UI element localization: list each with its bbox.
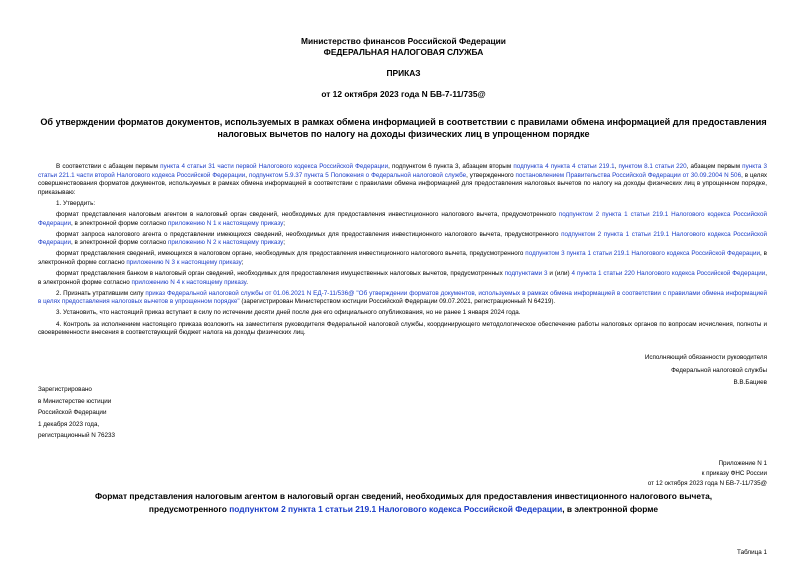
text-run: и (или) xyxy=(547,270,572,278)
appendix-number: Приложение N 1 xyxy=(718,460,767,467)
appendix-header xyxy=(507,459,767,490)
format-title xyxy=(40,490,767,516)
appendix-link[interactable]: приложению N 3 к настоящему приказу xyxy=(126,258,242,266)
appendix-link[interactable]: приложению N 2 к настоящему приказу xyxy=(167,239,284,247)
text-run: , в электронной форме согласно xyxy=(38,270,767,286)
text-run: ; xyxy=(283,239,286,247)
law-link[interactable]: пункта 3 статьи 221.1 части второй Налогового кодекса Российской Федерации xyxy=(38,163,767,179)
law-link[interactable]: постановлением Правительства Российской Федерации от 30.09.2004 N 506 xyxy=(515,171,742,179)
order-body xyxy=(38,163,767,340)
text-run: , подпунктом 6 пункта 3, абзацем вторым xyxy=(388,163,514,170)
paragraph-approve: 1. Утвердить: xyxy=(56,199,96,207)
text-run: , утвержденного xyxy=(466,171,516,179)
paragraph-format-3 xyxy=(38,250,767,267)
order-title-line: налоговых вычетов по налогу на доходы физических лиц в упрощенном порядке xyxy=(217,129,590,139)
text-run: предусмотренного xyxy=(148,504,230,514)
text-run: , в электронной форме согласно xyxy=(70,239,168,247)
text-run: , в электронной форме xyxy=(562,504,659,514)
format-title-line xyxy=(40,503,767,516)
law-link[interactable]: подпунктом 3 пункта 1 статьи 219.1 Налогового кодекса Российской Федерации xyxy=(525,250,761,258)
signature-title: Исполняющий обязанности руководителя xyxy=(644,354,767,361)
law-link[interactable]: подпунктами 3 xyxy=(504,270,548,278)
ministry-name: Министерство финансов Российской Федерации xyxy=(301,36,506,46)
paragraph-effective: 3. Установить, что настоящий приказ вступает в силу по истечении десяти дней после дня его официального опубликования, но не ранее 1 января 2024 года. xyxy=(56,309,521,317)
text-run: (зарегистрирован Министерством юстиции Российской Федерации 09.07.2021, регистрационный N 64219). xyxy=(239,298,556,306)
text-run: 2. Признать утратившим силу xyxy=(56,289,146,297)
text-run: формат запроса налогового агента о представлении имеющихся сведений, необходимых для предоставления инвестиционного налогового вычета, предусмотренного xyxy=(56,230,562,238)
text-run: , в электронной форме согласно xyxy=(70,219,168,227)
doc-date-number: от 12 октября 2023 года N БВ-7-11/735@ xyxy=(321,89,486,99)
registration-line: 1 декабря 2023 года, xyxy=(38,420,100,428)
law-link[interactable]: подпунктом 2 пункта 1 статьи 219.1 Налогового кодекса Российской Федерации xyxy=(38,230,767,247)
paragraph-format-2 xyxy=(38,231,767,248)
law-link[interactable]: подпунктом 2 пункта 1 статьи 219.1 Налогового кодекса Российской Федерации xyxy=(38,210,767,227)
appendix-link[interactable]: приложению N 4 к настоящему приказу xyxy=(131,278,247,286)
registration-line: Российской Федерации xyxy=(38,409,107,416)
format-title-line: Формат представления налоговым агентом в налоговый орган сведений, необходимых для предоставления инвестиционного налогового вычета, xyxy=(94,491,713,501)
registration-line: Зарегистрировано xyxy=(38,386,92,393)
registration-line: регистрационный N 76233 xyxy=(38,432,116,439)
signature-name: В.В.Бациев xyxy=(733,379,767,386)
text-run: . xyxy=(246,278,248,286)
paragraph-format-1 xyxy=(38,211,767,228)
law-link[interactable]: подпунктом 2 пункта 1 статьи 219.1 Налогового кодекса Российской Федерации xyxy=(229,504,563,514)
paragraph-preamble xyxy=(38,163,767,197)
paragraph-repeal xyxy=(38,290,767,307)
service-name: ФЕДЕРАЛЬНАЯ НАЛОГОВАЯ СЛУЖБА xyxy=(323,47,484,57)
appendix-link[interactable]: приложению N 1 к настоящему приказу xyxy=(167,219,284,227)
order-title xyxy=(40,116,767,140)
order-title-line: Об утверждении форматов документов, используемых в рамках обмена информацией в соответствии с правилами обмена информацией для предоставления xyxy=(40,117,767,127)
law-link[interactable]: пункта 4 статьи 31 части первой Налогового кодекса Российской Федерации xyxy=(160,163,389,170)
text-run: , абзацем первым xyxy=(686,163,743,170)
signature-block xyxy=(467,352,767,390)
text-run: формат представления налоговым агентом в налоговый орган сведений, необходимых для предоставления инвестиционного налогового вычета, предусмотренного xyxy=(56,210,559,218)
doc-type: ПРИКАЗ xyxy=(386,68,421,78)
text-run: , в электронной форме согласно xyxy=(38,250,767,266)
signature-organization: Федеральной налоговой службы xyxy=(671,366,767,374)
law-link[interactable]: подпунктом 5.9.37 пункта 5 Положения о Федеральной налоговой службе xyxy=(248,171,467,179)
paragraph-format-4 xyxy=(38,270,767,287)
text-run: формат представления сведений, имеющихся в налоговом органе, необходимых для предоставления инвестиционного налогового вычета, предусмотренного xyxy=(56,250,526,258)
registration-block xyxy=(38,384,238,442)
appendix-ref: к приказу ФНС России xyxy=(701,470,767,478)
text-run: , xyxy=(614,163,619,170)
appendix-date: от 12 октября 2023 года N БВ-7-11/735@ xyxy=(647,480,767,488)
text-run: ; xyxy=(241,258,244,266)
text-run: , xyxy=(245,171,249,179)
table-label: Таблица 1 xyxy=(737,549,767,556)
law-link[interactable]: 4 пункта 1 статьи 220 Налогового кодекса Российской Федерации xyxy=(571,270,766,278)
paragraph-control: 4. Контроль за исполнением настоящего приказа возложить на заместителя руководителя Федеральной налоговой службы, координирующего методологическое обеспечение работы налоговых органов по вопросам исчисления, полноты и своевременности внесения в соответствующий бюджет налога на доходы физических лиц. xyxy=(38,320,767,337)
order-link[interactable]: приказ Федеральной налоговой службы от 01.06.2021 N ЕД-7-11/536@ "Об утверждении форматов документов, используемых в рамках обмена информацией в соответствии с правилами обмена информацией в целях предоставления налоговых вычетов в упрощенном порядке" xyxy=(38,289,767,306)
text-run: , в целях совершенствования форматов документов, используемых в рамках обмена информацией в соответствии с правилами обмена информацией для предоставления налоговых вычетов по налогу на доходы физических лиц в упрощенном порядке, приказываю: xyxy=(38,171,768,196)
law-link[interactable]: пунктом 8.1 статьи 220 xyxy=(618,163,687,170)
registration-line: в Министерстве юстиции xyxy=(38,397,112,405)
text-run: формат представления банком в налоговый орган сведений, необходимых для предоставления имущественных налоговых вычетов, предусмотренных xyxy=(56,270,505,278)
law-link[interactable]: подпункта 4 пункта 4 статьи 219.1 xyxy=(513,163,615,170)
text-run: В соответствии с абзацем первым xyxy=(56,163,161,170)
text-run: ; xyxy=(283,219,286,227)
